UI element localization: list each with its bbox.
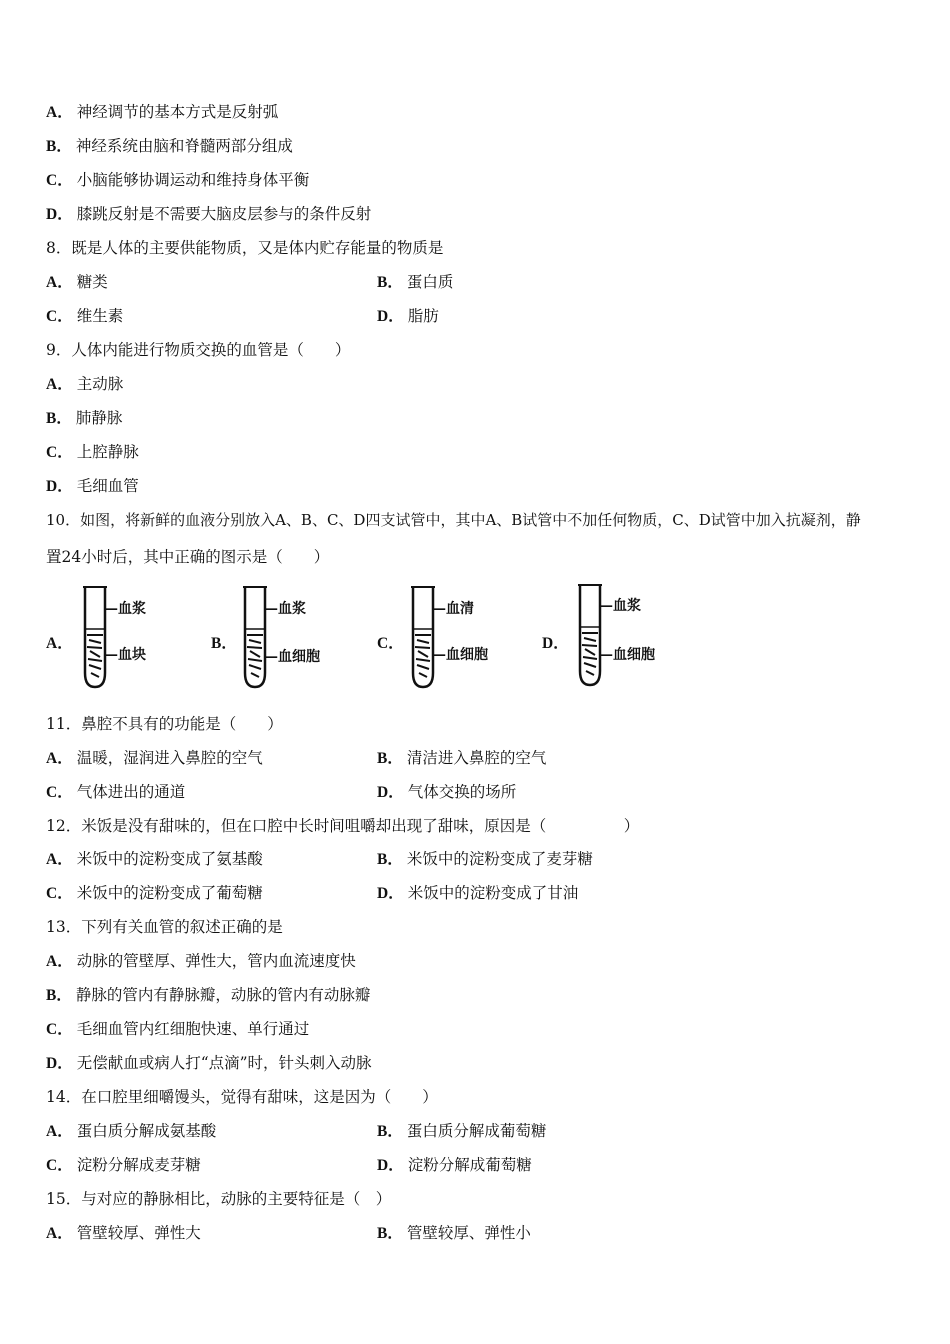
q12-option-c <box>46 883 263 904</box>
option-text: 毛细血管内红细胞快速、单行通过 <box>76 1020 310 1038</box>
option-text: 神经调节的基本方式是反射弧 <box>76 103 279 121</box>
option-key: D． <box>46 206 73 223</box>
option-text: 米饭中的淀粉变成了葡萄糖 <box>76 884 263 902</box>
q12-option-b <box>377 849 593 870</box>
q13-option-d <box>46 1053 372 1074</box>
tube-a-bottom-label: —血块 <box>104 647 146 663</box>
option-text: 肺静脉 <box>75 409 123 427</box>
q8-stem: 8．既是人体的主要供能物质，又是体内贮存能量的物质是 <box>46 239 444 257</box>
q12-stem: 12．米饭是没有甜味的，但在口腔中长时间咀嚼却出现了甜味，原因是（ ） <box>46 817 640 835</box>
option-key: B． <box>377 274 403 291</box>
option-key: A． <box>46 104 73 121</box>
q15-stem: 15．与对应的静脉相比，动脉的主要特征是（ ） <box>46 1190 392 1208</box>
option-text: 静脉的管内有静脉瓣，动脉的管内有动脉瓣 <box>75 986 371 1004</box>
option-key: C． <box>46 1021 73 1038</box>
tube-b-top-label: —血浆 <box>264 601 306 617</box>
option-key: D． <box>46 1055 73 1072</box>
q8-option-a <box>46 272 108 293</box>
option-key: C． <box>46 784 73 801</box>
q11-option-d <box>377 782 516 803</box>
option-text: 主动脉 <box>76 375 124 393</box>
option-key: C． <box>46 885 73 902</box>
q11-stem: 11．鼻腔不具有的功能是（ ） <box>46 715 283 733</box>
q7-option-d <box>46 204 371 225</box>
option-text: 脂肪 <box>407 307 439 325</box>
option-text: 上腔静脉 <box>76 443 139 461</box>
q7-option-b <box>46 136 293 157</box>
option-key: B． <box>46 987 72 1004</box>
option-text: 米饭中的淀粉变成了甘油 <box>407 884 579 902</box>
option-key: B． <box>377 851 403 868</box>
q9-option-a <box>46 374 123 395</box>
tube-a-top-label: —血浆 <box>104 601 146 617</box>
q15-option-b <box>377 1223 531 1244</box>
option-key: C． <box>46 172 73 189</box>
q10-stem-line2: 置24小时后，其中正确的图示是（ ） <box>46 548 330 566</box>
option-key: A． <box>46 953 73 970</box>
q13-option-c <box>46 1019 309 1040</box>
q13-option-a <box>46 951 356 972</box>
option-text: 米饭中的淀粉变成了氨基酸 <box>76 850 263 868</box>
q14-option-d <box>377 1155 532 1176</box>
tube-c-top-label: —血清 <box>432 601 474 617</box>
option-text: 毛细血管 <box>76 477 139 495</box>
tube-d-top-label: —血浆 <box>599 598 641 614</box>
option-text: 温暖，湿润进入鼻腔的空气 <box>76 749 263 767</box>
tube-d-key: D． <box>542 635 569 652</box>
option-text: 膝跳反射是不需要大脑皮层参与的条件反射 <box>76 205 372 223</box>
q9-stem: 9．人体内能进行物质交换的血管是（ ） <box>46 341 351 359</box>
q13-option-b <box>46 985 370 1006</box>
q11-option-a <box>46 748 263 769</box>
q11-option-b <box>377 748 546 769</box>
option-text: 无偿献血或病人打“点滴”时，针头刺入动脉 <box>76 1054 372 1072</box>
option-text: 清洁进入鼻腔的空气 <box>406 749 547 767</box>
q8-option-d <box>377 306 439 327</box>
q14-option-c <box>46 1155 201 1176</box>
option-text: 气体交换的场所 <box>407 783 517 801</box>
option-text: 淀粉分解成麦芽糖 <box>76 1156 201 1174</box>
option-text: 蛋白质分解成氨基酸 <box>76 1122 217 1140</box>
option-key: B． <box>377 1225 403 1242</box>
tube-b-bottom-label: —血细胞 <box>264 649 320 665</box>
option-key: A． <box>46 750 73 767</box>
q12-option-a <box>46 849 263 870</box>
option-text: 管壁较厚、弹性小 <box>406 1224 531 1242</box>
option-text: 淀粉分解成葡萄糖 <box>407 1156 532 1174</box>
q7-option-c <box>46 170 309 191</box>
q11-option-c <box>46 782 185 803</box>
q7-option-a <box>46 102 278 123</box>
q8-option-b <box>377 272 453 293</box>
q9-option-c <box>46 442 139 463</box>
q14-option-b <box>377 1121 546 1142</box>
option-key: B． <box>46 138 72 155</box>
option-key: C． <box>46 444 73 461</box>
option-text: 管壁较厚、弹性大 <box>76 1224 201 1242</box>
option-text: 神经系统由脑和脊髓两部分组成 <box>75 137 293 155</box>
option-text: 糖类 <box>76 273 108 291</box>
option-key: A． <box>46 851 73 868</box>
option-key: B． <box>377 750 403 767</box>
option-key: C． <box>46 1157 73 1174</box>
option-key: A． <box>46 376 73 393</box>
tube-b-key: B． <box>211 635 237 652</box>
option-key: D． <box>377 885 404 902</box>
q13-stem: 13．下列有关血管的叙述正确的是 <box>46 918 283 936</box>
option-key: D． <box>46 478 73 495</box>
option-text: 蛋白质 <box>406 273 454 291</box>
option-key: D． <box>377 784 404 801</box>
q14-stem: 14．在口腔里细嚼馒头，觉得有甜味，这是因为（ ） <box>46 1088 438 1106</box>
tube-d-bottom-label: —血细胞 <box>599 647 655 663</box>
tube-c-key: C． <box>377 635 404 652</box>
option-key: D． <box>377 1157 404 1174</box>
q10-stem-line1: 10．如图，将新鲜的血液分别放入A、B、C、D四支试管中，其中A、B试管中不加任何物质，C、D试管中加入抗凝剂，静 <box>46 511 861 529</box>
tube-a-key: A． <box>46 635 73 652</box>
option-key: A． <box>46 274 73 291</box>
q9-option-d <box>46 476 139 497</box>
option-key: D． <box>377 308 404 325</box>
option-text: 动脉的管壁厚、弹性大，管内血流速度快 <box>76 952 356 970</box>
option-text: 气体进出的通道 <box>76 783 186 801</box>
q9-option-b <box>46 408 122 429</box>
option-key: A． <box>46 1225 73 1242</box>
option-text: 蛋白质分解成葡萄糖 <box>406 1122 547 1140</box>
option-text: 米饭中的淀粉变成了麦芽糖 <box>406 850 593 868</box>
option-key: B． <box>377 1123 403 1140</box>
q8-option-c <box>46 306 123 327</box>
option-key: B． <box>46 410 72 427</box>
option-text: 维生素 <box>76 307 124 325</box>
option-text: 小脑能够协调运动和维持身体平衡 <box>76 171 310 189</box>
q12-option-d <box>377 883 578 904</box>
q14-option-a <box>46 1121 216 1142</box>
option-key: A． <box>46 1123 73 1140</box>
option-key: C． <box>46 308 73 325</box>
q15-option-a <box>46 1223 201 1244</box>
tube-c-bottom-label: —血细胞 <box>432 647 488 663</box>
